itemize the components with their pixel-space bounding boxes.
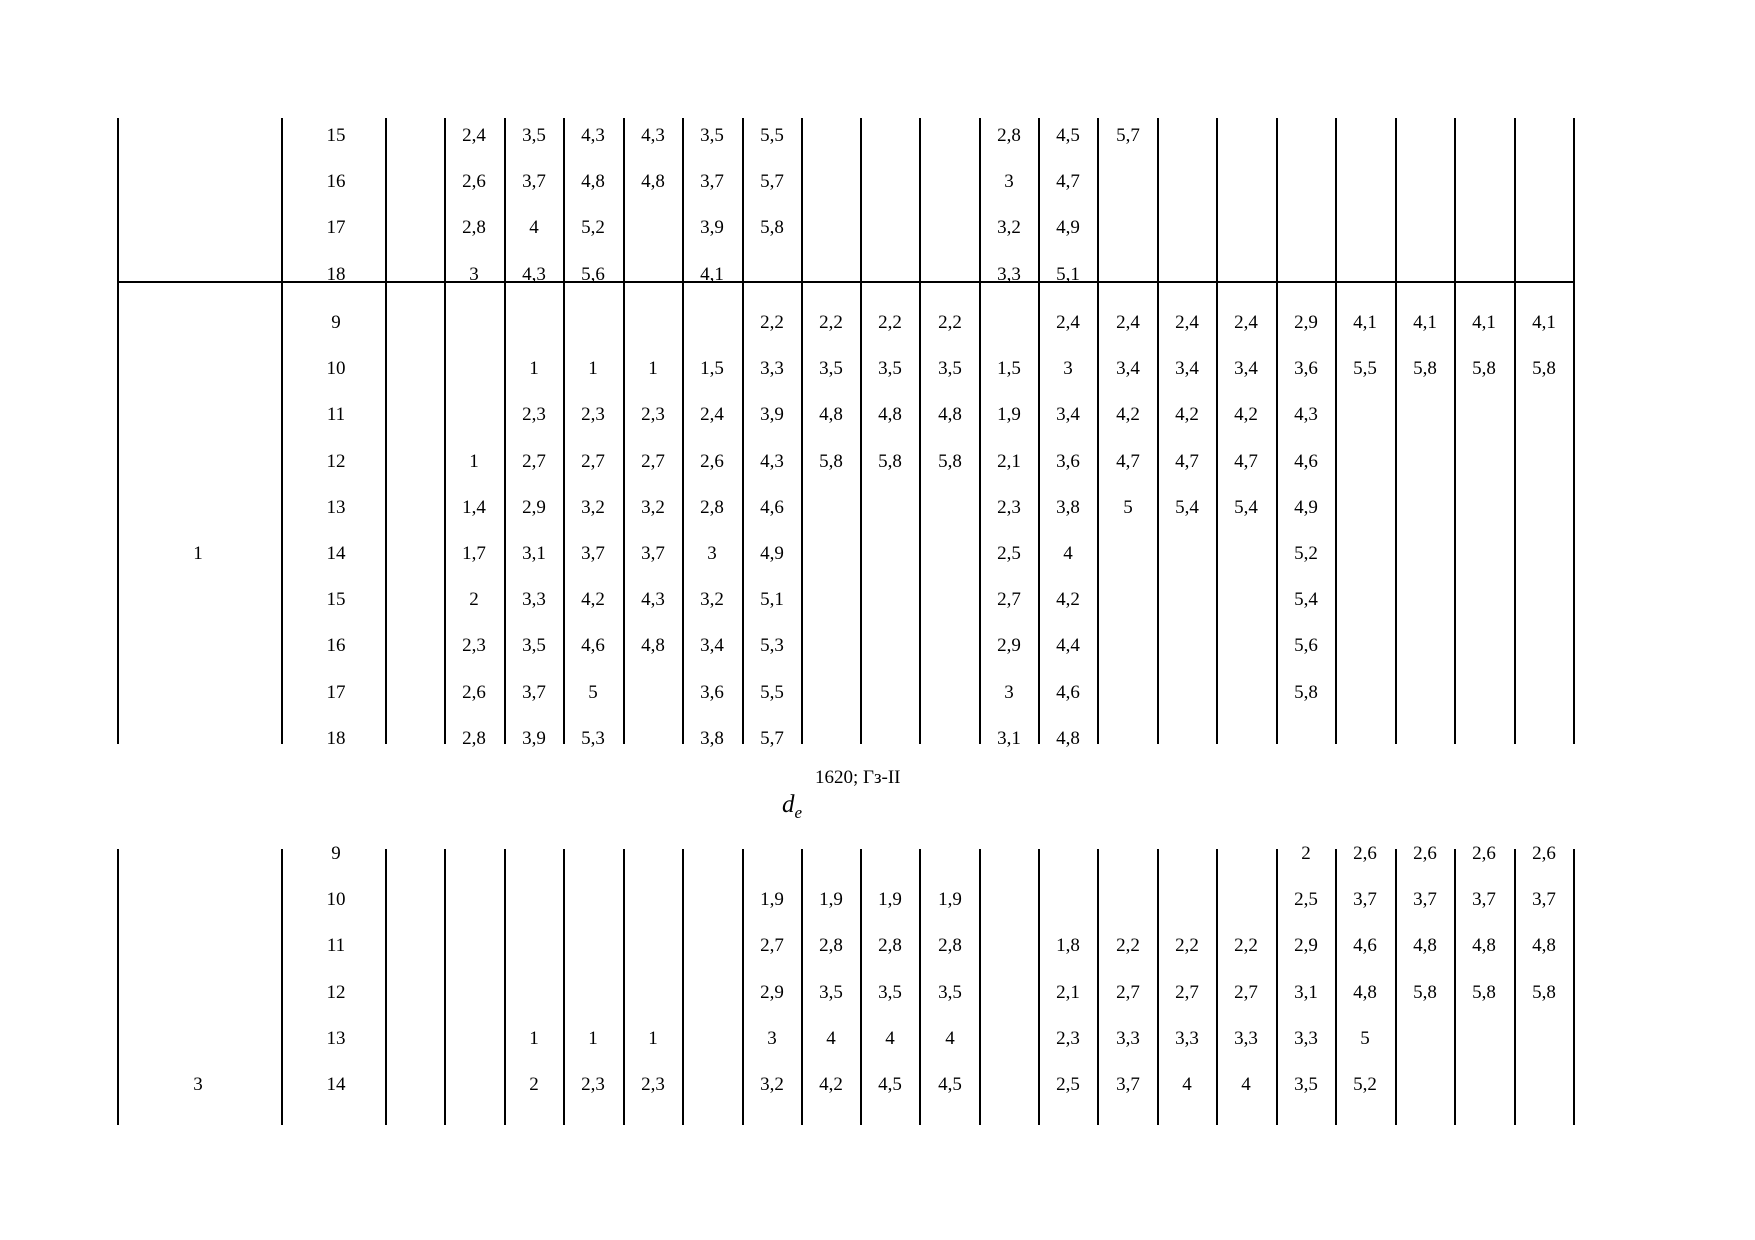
- row-number-cell: 11: [326, 404, 346, 426]
- value-cell: 2,2: [1175, 935, 1199, 957]
- value-cell: 3,2: [581, 496, 605, 518]
- value-cell: 1,4: [462, 496, 486, 518]
- value-cell: 5: [1360, 1027, 1370, 1049]
- value-cell: 2,8: [462, 727, 486, 749]
- column-rule: [919, 118, 921, 282]
- value-cell: 2,4: [462, 125, 486, 146]
- value-cell: 3,5: [1294, 1074, 1318, 1095]
- value-cell: 4: [1182, 1074, 1192, 1095]
- value-cell: 3,5: [878, 358, 902, 380]
- value-cell: 3,5: [938, 981, 962, 1003]
- value-cell: 4,8: [1413, 935, 1437, 957]
- value-cell: 4,6: [1353, 935, 1377, 957]
- value-cell: 4,2: [1234, 404, 1258, 426]
- de-symbol-letter: d: [782, 791, 795, 818]
- value-cell: 5: [588, 681, 598, 703]
- value-cell: 3,7: [581, 543, 605, 564]
- row-number-cell: 15: [326, 125, 346, 146]
- value-cell: 5,2: [1353, 1074, 1377, 1095]
- value-cell: 1,5: [997, 358, 1021, 380]
- value-cell: 4: [529, 217, 539, 239]
- column-rule: [682, 849, 684, 1125]
- value-cell: 2,7: [581, 450, 605, 472]
- value-cell: 5,2: [581, 217, 605, 239]
- value-cell: 4,9: [1294, 496, 1318, 518]
- value-cell: 2,2: [760, 312, 784, 333]
- value-cell: 1,9: [819, 889, 843, 911]
- value-cell: 3,5: [522, 125, 546, 146]
- de-symbol-subscript: e: [794, 803, 803, 822]
- value-cell: 2: [529, 1074, 539, 1095]
- value-cell: 5,7: [760, 171, 784, 193]
- value-cell: 3: [469, 263, 479, 285]
- value-cell: 5,2: [1294, 543, 1318, 564]
- value-cell: 5,8: [819, 450, 843, 472]
- value-cell: 5,5: [1353, 358, 1377, 380]
- value-cell: 4,1: [1532, 312, 1556, 333]
- column-rule: [1097, 849, 1099, 1125]
- value-cell: 3,7: [1532, 889, 1556, 911]
- row-number-cell: 10: [326, 358, 346, 380]
- row-number-cell: 10: [326, 889, 346, 911]
- group-number-cell: 3: [193, 1074, 203, 1095]
- value-cell: 5,8: [1532, 981, 1556, 1003]
- value-cell: 1: [588, 1027, 598, 1049]
- value-cell: 2,8: [819, 935, 843, 957]
- value-cell: 5,1: [1056, 263, 1080, 285]
- value-cell: 4,3: [641, 125, 665, 146]
- value-cell: 2,7: [760, 935, 784, 957]
- row-number-cell: 14: [326, 1074, 346, 1095]
- value-cell: 1,5: [700, 358, 724, 380]
- group-number-cell: 1: [193, 543, 203, 564]
- value-cell: 2,3: [1056, 1027, 1080, 1049]
- value-cell: 4,1: [1472, 312, 1496, 333]
- value-cell: 2,6: [1353, 843, 1377, 864]
- value-cell: 2,3: [581, 1074, 605, 1095]
- value-cell: 1: [648, 1027, 658, 1049]
- value-cell: 3,1: [522, 543, 546, 564]
- value-cell: 4,2: [1056, 589, 1080, 611]
- row-number-cell: 17: [326, 217, 346, 239]
- value-cell: 1: [529, 1027, 539, 1049]
- value-cell: 2,8: [878, 935, 902, 957]
- value-cell: 3,1: [1294, 981, 1318, 1003]
- value-cell: 2,8: [997, 125, 1021, 146]
- value-cell: 4,5: [938, 1074, 962, 1095]
- column-rule: [979, 849, 981, 1125]
- value-cell: 5,8: [1294, 681, 1318, 703]
- value-cell: 4,5: [1056, 125, 1080, 146]
- value-cell: 5,6: [581, 263, 605, 285]
- value-cell: 2,3: [641, 1074, 665, 1095]
- row-number-cell: 16: [326, 171, 346, 193]
- value-cell: 2,7: [641, 450, 665, 472]
- value-cell: 2,6: [1413, 843, 1437, 864]
- value-cell: 3: [1004, 681, 1014, 703]
- value-cell: 4,6: [1294, 450, 1318, 472]
- value-cell: 4,7: [1056, 171, 1080, 193]
- row-number-cell: 17: [326, 681, 346, 703]
- value-cell: 2,7: [522, 450, 546, 472]
- value-cell: 1: [588, 358, 598, 380]
- value-cell: 3,7: [641, 543, 665, 564]
- value-cell: 2,8: [700, 496, 724, 518]
- value-cell: 3,7: [700, 171, 724, 193]
- value-cell: 4,2: [581, 589, 605, 611]
- row-number-cell: 18: [326, 263, 346, 285]
- value-cell: 3,8: [1056, 496, 1080, 518]
- value-cell: 3,3: [760, 358, 784, 380]
- value-cell: 4,8: [1353, 981, 1377, 1003]
- value-cell: 4,8: [1056, 727, 1080, 749]
- value-cell: 3,2: [700, 589, 724, 611]
- value-cell: 3,4: [1056, 404, 1080, 426]
- value-cell: 4,7: [1234, 450, 1258, 472]
- value-cell: 1,7: [462, 543, 486, 564]
- value-cell: 3,5: [522, 635, 546, 657]
- value-cell: 5,8: [1532, 358, 1556, 380]
- value-cell: 2,7: [1116, 981, 1140, 1003]
- value-cell: 3,4: [700, 635, 724, 657]
- value-cell: 2,7: [1234, 981, 1258, 1003]
- value-cell: 4,3: [760, 450, 784, 472]
- column-rule: [444, 849, 446, 1125]
- value-cell: 2,2: [1234, 935, 1258, 957]
- value-cell: 2,3: [641, 404, 665, 426]
- value-cell: 4,5: [878, 1074, 902, 1095]
- value-cell: 1,9: [878, 889, 902, 911]
- value-cell: 2,5: [1056, 1074, 1080, 1095]
- value-cell: 2,9: [1294, 312, 1318, 333]
- value-cell: 3,6: [1294, 358, 1318, 380]
- value-cell: 1: [529, 358, 539, 380]
- value-cell: 2,3: [581, 404, 605, 426]
- value-cell: 4: [1063, 543, 1073, 564]
- value-cell: 5,4: [1234, 496, 1258, 518]
- value-cell: 4: [885, 1027, 895, 1049]
- value-cell: 1: [648, 358, 658, 380]
- value-cell: 2: [469, 589, 479, 611]
- value-cell: 5,8: [1413, 358, 1437, 380]
- value-cell: 2,6: [1472, 843, 1496, 864]
- value-cell: 4,1: [1353, 312, 1377, 333]
- value-cell: 3,2: [641, 496, 665, 518]
- value-cell: 2,2: [878, 312, 902, 333]
- value-cell: 2,7: [1175, 981, 1199, 1003]
- value-cell: 3,4: [1234, 358, 1258, 380]
- value-cell: 2,6: [1532, 843, 1556, 864]
- value-cell: 5,8: [1472, 981, 1496, 1003]
- value-cell: 4,4: [1056, 635, 1080, 657]
- row-number-cell: 13: [326, 1027, 346, 1049]
- value-cell: 3: [707, 543, 717, 564]
- value-cell: 2,3: [997, 496, 1021, 518]
- value-cell: 3,7: [1353, 889, 1377, 911]
- value-cell: 2,2: [938, 312, 962, 333]
- row-number-cell: 12: [326, 450, 346, 472]
- column-rule: [1097, 118, 1099, 282]
- value-cell: 5,8: [1472, 358, 1496, 380]
- value-cell: 4,8: [1472, 935, 1496, 957]
- row-number-cell: 15: [326, 589, 346, 611]
- value-cell: 3,5: [878, 981, 902, 1003]
- value-cell: 5: [1123, 496, 1133, 518]
- value-cell: 4,9: [1056, 217, 1080, 239]
- value-cell: 5,3: [581, 727, 605, 749]
- value-cell: 5,8: [1413, 981, 1437, 1003]
- value-cell: 4,6: [760, 496, 784, 518]
- column-rule: [1573, 282, 1575, 744]
- value-cell: 4,7: [1116, 450, 1140, 472]
- value-cell: 2,9: [997, 635, 1021, 657]
- column-rule: [385, 849, 387, 1125]
- value-cell: 4,3: [1294, 404, 1318, 426]
- value-cell: 5,7: [1116, 125, 1140, 146]
- value-cell: 2,2: [1116, 935, 1140, 957]
- row-number-cell: 11: [326, 935, 346, 957]
- value-cell: 4,8: [581, 171, 605, 193]
- value-cell: 2,4: [1175, 312, 1199, 333]
- value-cell: 3,3: [1116, 1027, 1140, 1049]
- value-cell: 4,8: [641, 171, 665, 193]
- value-cell: 4,8: [878, 404, 902, 426]
- column-rule: [281, 118, 283, 282]
- column-rule: [1216, 118, 1218, 282]
- column-rule: [1573, 118, 1575, 282]
- value-cell: 5,5: [760, 125, 784, 146]
- value-cell: 5,5: [760, 681, 784, 703]
- value-cell: 3,3: [522, 589, 546, 611]
- value-cell: 3,2: [997, 217, 1021, 239]
- value-cell: 2,9: [760, 981, 784, 1003]
- column-rule: [117, 849, 119, 1125]
- value-cell: 3,4: [1116, 358, 1140, 380]
- value-cell: 5,4: [1175, 496, 1199, 518]
- value-cell: 3,3: [1175, 1027, 1199, 1049]
- value-cell: 3,1: [997, 727, 1021, 749]
- value-cell: 1,9: [997, 404, 1021, 426]
- column-rule: [385, 282, 387, 744]
- value-cell: 4,2: [1175, 404, 1199, 426]
- row-number-cell: 18: [326, 727, 346, 749]
- value-cell: 1: [469, 450, 479, 472]
- value-cell: 4: [1241, 1074, 1251, 1095]
- value-cell: 3,8: [700, 727, 724, 749]
- column-rule: [1395, 118, 1397, 282]
- value-cell: 3,4: [1175, 358, 1199, 380]
- column-rule: [801, 118, 803, 282]
- value-cell: 3,2: [760, 1074, 784, 1095]
- value-cell: 4,8: [641, 635, 665, 657]
- value-cell: 4,7: [1175, 450, 1199, 472]
- value-cell: 3: [767, 1027, 777, 1049]
- value-cell: 2,6: [700, 450, 724, 472]
- column-rule: [1276, 118, 1278, 282]
- caption-code: 1620; Гз-II: [815, 767, 901, 788]
- value-cell: 4,3: [581, 125, 605, 146]
- value-cell: 3,6: [700, 681, 724, 703]
- value-cell: 4: [945, 1027, 955, 1049]
- value-cell: 3,7: [522, 681, 546, 703]
- column-rule: [1573, 849, 1575, 1125]
- value-cell: 5,8: [878, 450, 902, 472]
- value-cell: 2,1: [1056, 981, 1080, 1003]
- value-cell: 2,9: [522, 496, 546, 518]
- value-cell: 2,8: [938, 935, 962, 957]
- value-cell: 2,8: [462, 217, 486, 239]
- value-cell: 2,4: [1116, 312, 1140, 333]
- column-rule: [117, 282, 119, 744]
- value-cell: 2,2: [819, 312, 843, 333]
- value-cell: 3,7: [522, 171, 546, 193]
- value-cell: 4: [826, 1027, 836, 1049]
- value-cell: 2,6: [462, 681, 486, 703]
- value-cell: 1,9: [938, 889, 962, 911]
- column-rule: [860, 118, 862, 282]
- value-cell: 3,5: [938, 358, 962, 380]
- value-cell: 4,8: [938, 404, 962, 426]
- value-cell: 2,9: [1294, 935, 1318, 957]
- value-cell: 4,9: [760, 543, 784, 564]
- value-cell: 3,7: [1472, 889, 1496, 911]
- value-cell: 4,6: [1056, 681, 1080, 703]
- value-cell: 3,6: [1056, 450, 1080, 472]
- value-cell: 5,8: [938, 450, 962, 472]
- value-cell: 3: [1063, 358, 1073, 380]
- value-cell: 3: [1004, 171, 1014, 193]
- column-rule: [919, 849, 921, 1125]
- value-cell: 3,5: [819, 358, 843, 380]
- value-cell: 2,3: [522, 404, 546, 426]
- column-rule: [919, 282, 921, 744]
- value-cell: 2,5: [997, 543, 1021, 564]
- value-cell: 5,7: [760, 727, 784, 749]
- value-cell: 4,1: [1413, 312, 1437, 333]
- row-number-cell: 9: [331, 843, 341, 864]
- value-cell: 4,8: [819, 404, 843, 426]
- value-cell: 2,4: [700, 404, 724, 426]
- value-cell: 3,3: [1294, 1027, 1318, 1049]
- column-rule: [281, 849, 283, 1125]
- row-number-cell: 13: [326, 496, 346, 518]
- value-cell: 2,1: [997, 450, 1021, 472]
- column-rule: [1097, 282, 1099, 744]
- column-rule: [281, 352, 283, 744]
- value-cell: 2,6: [462, 171, 486, 193]
- value-cell: 4,3: [522, 263, 546, 285]
- column-rule: [1514, 118, 1516, 282]
- value-cell: 3,5: [700, 125, 724, 146]
- value-cell: 3,7: [1116, 1074, 1140, 1095]
- value-cell: 2,7: [997, 589, 1021, 611]
- value-cell: 5,3: [760, 635, 784, 657]
- value-cell: 3,9: [522, 727, 546, 749]
- value-cell: 3,7: [1413, 889, 1437, 911]
- value-cell: 2,4: [1234, 312, 1258, 333]
- value-cell: 5,4: [1294, 589, 1318, 611]
- value-cell: 2,5: [1294, 889, 1318, 911]
- value-cell: 4,1: [700, 263, 724, 285]
- column-rule: [117, 118, 119, 282]
- row-number-cell: 9: [331, 312, 341, 333]
- value-cell: 2,4: [1056, 312, 1080, 333]
- column-rule: [1454, 118, 1456, 282]
- value-cell: 4,6: [581, 635, 605, 657]
- row-number-cell: 12: [326, 981, 346, 1003]
- value-cell: 5,8: [760, 217, 784, 239]
- row-number-cell: 16: [326, 635, 346, 657]
- column-rule: [1335, 118, 1337, 282]
- value-cell: 2,3: [462, 635, 486, 657]
- value-cell: 3,3: [997, 263, 1021, 285]
- value-cell: 1,9: [760, 889, 784, 911]
- value-cell: 3,9: [700, 217, 724, 239]
- value-cell: 3,5: [819, 981, 843, 1003]
- de-symbol: [782, 790, 802, 828]
- value-cell: 4,8: [1532, 935, 1556, 957]
- row-number-cell: 14: [326, 543, 346, 564]
- value-cell: 4,2: [819, 1074, 843, 1095]
- value-cell: 5,1: [760, 589, 784, 611]
- value-cell: 4,2: [1116, 404, 1140, 426]
- column-rule: [1157, 118, 1159, 282]
- value-cell: 3,3: [1234, 1027, 1258, 1049]
- column-rule: [385, 118, 387, 282]
- value-cell: 3,9: [760, 404, 784, 426]
- column-rule: [281, 282, 283, 352]
- value-cell: 1,8: [1056, 935, 1080, 957]
- value-cell: 2: [1301, 843, 1311, 864]
- value-cell: 5,6: [1294, 635, 1318, 657]
- value-cell: 4,3: [641, 589, 665, 611]
